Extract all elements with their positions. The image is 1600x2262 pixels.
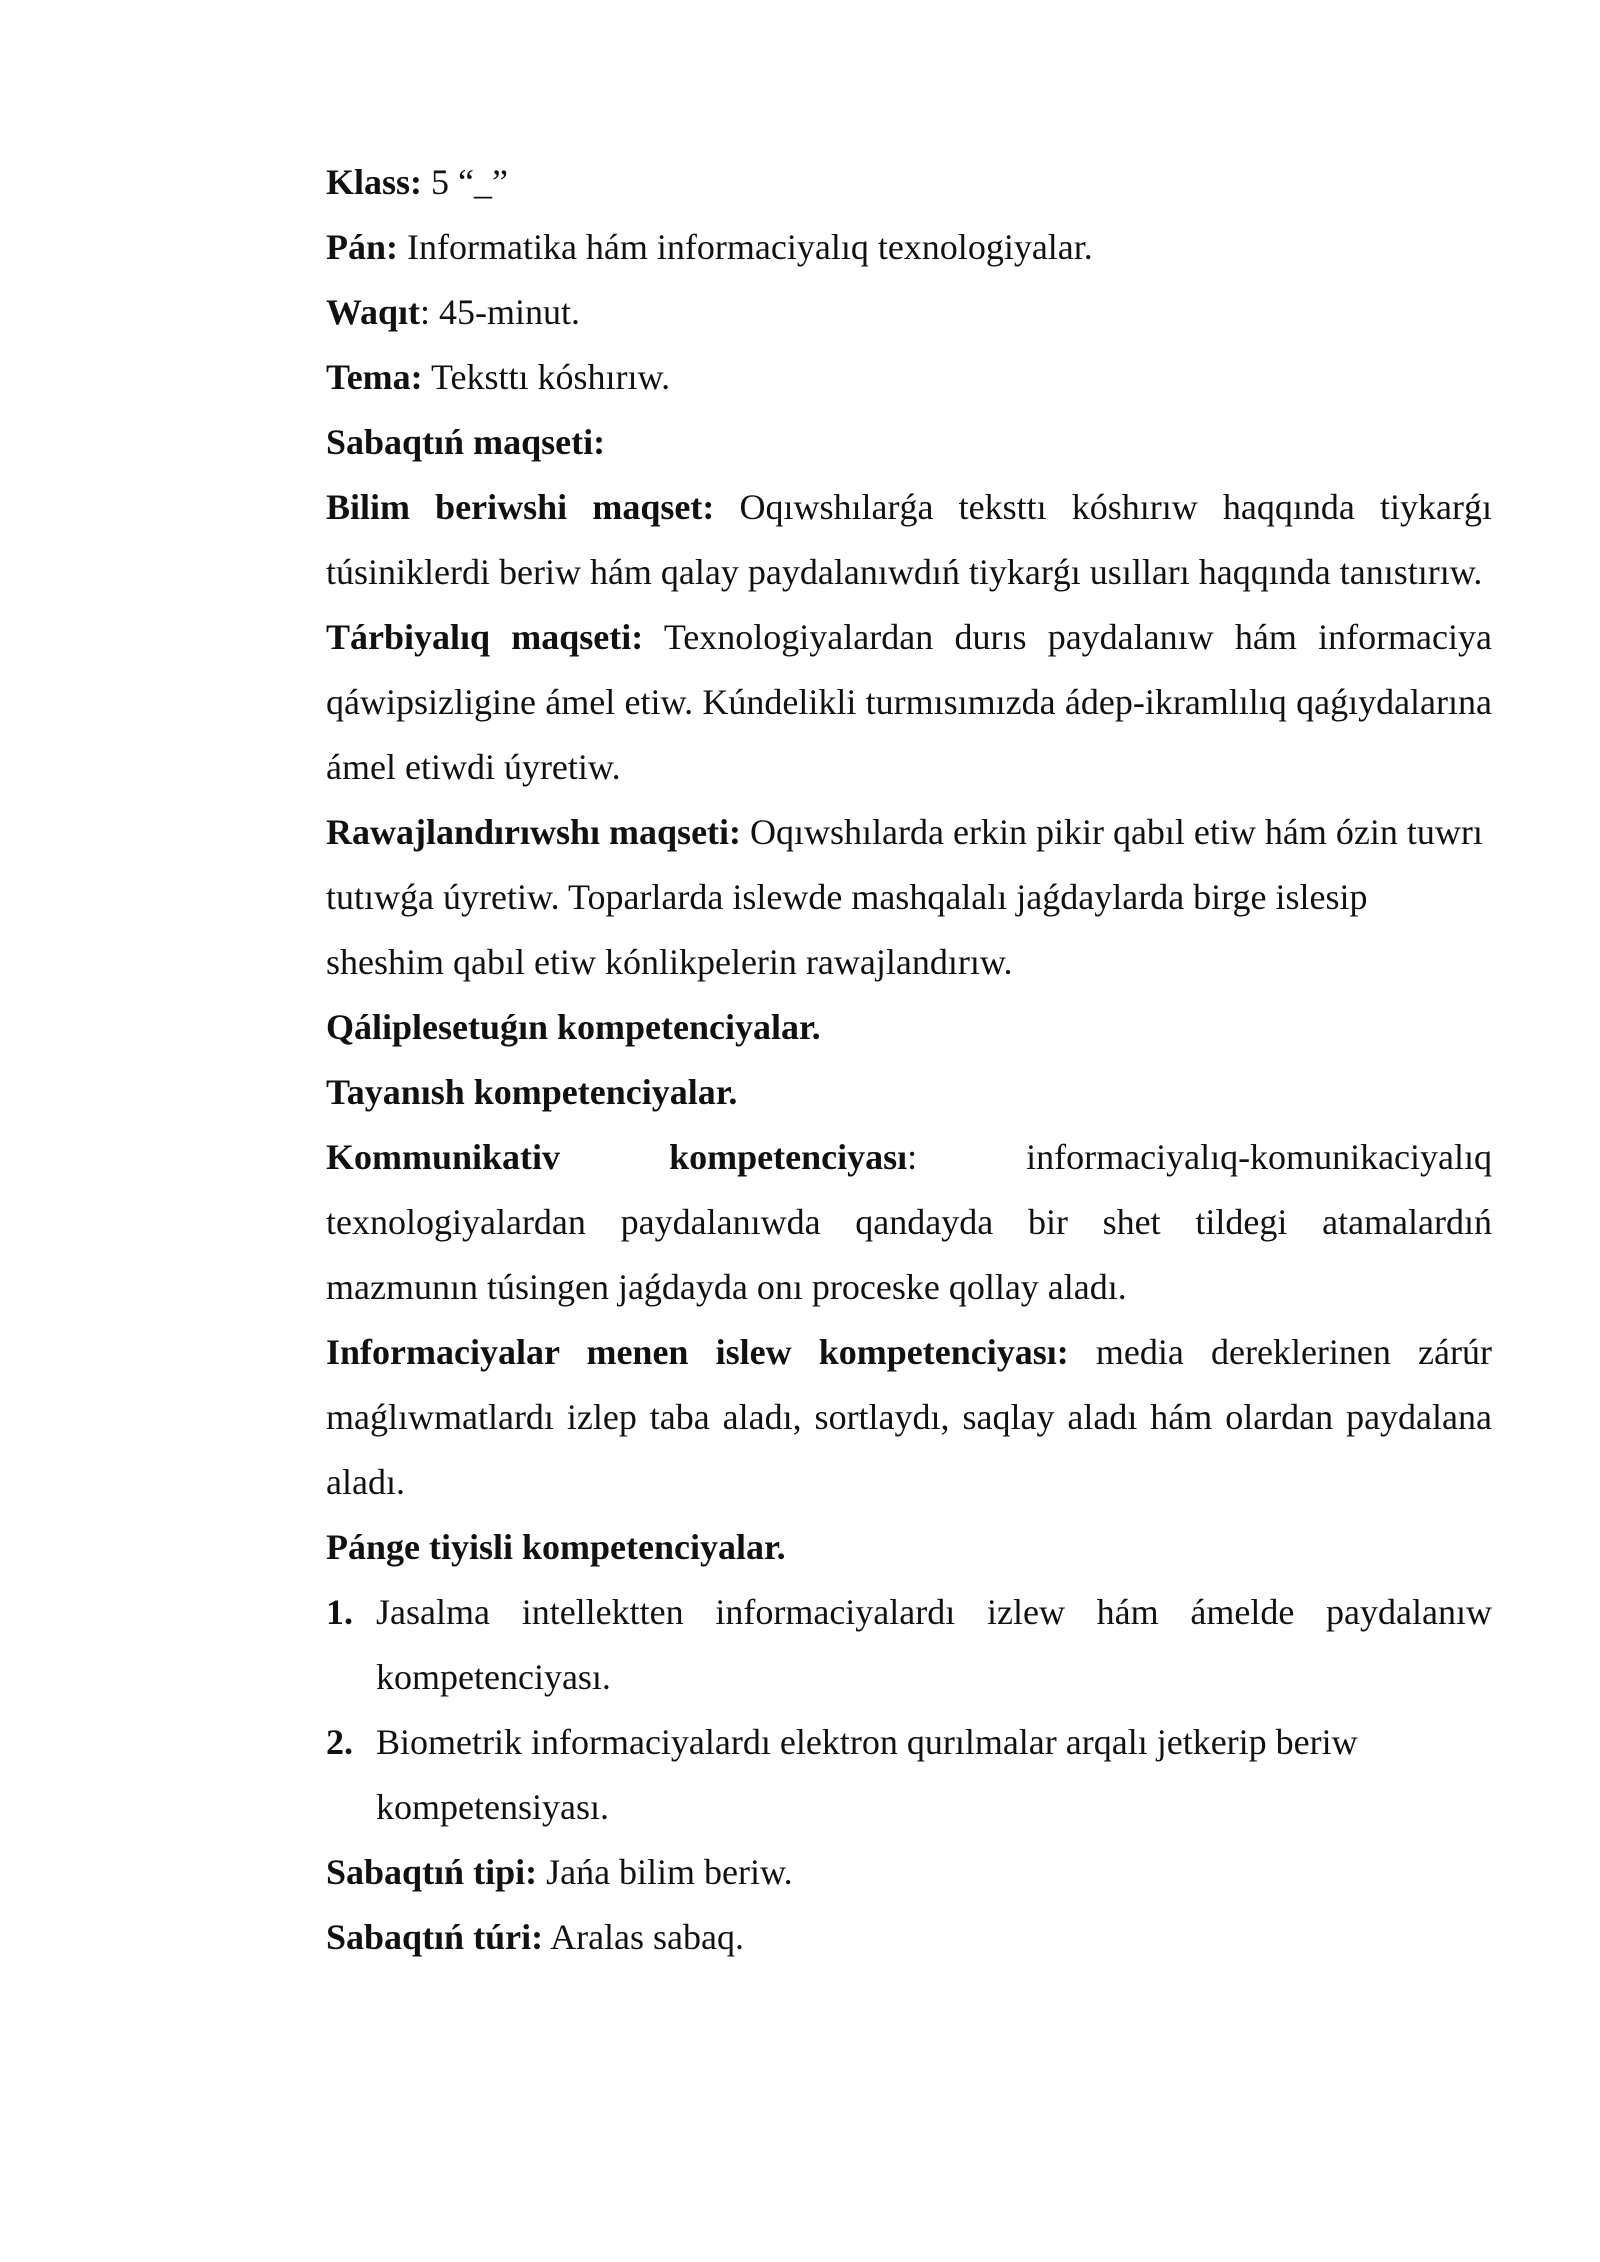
- class-label: Klass:: [326, 162, 423, 202]
- lesson-plan: [230, 150, 1492, 1970]
- lesson-type-line: [230, 1840, 1492, 1905]
- goals-heading: Sabaqtıń maqseti:: [326, 422, 606, 462]
- subject-line: [230, 215, 1492, 280]
- topic-line: [230, 345, 1492, 410]
- class-line: [230, 150, 1492, 215]
- lesson-kind-line: [230, 1905, 1492, 1970]
- goal-upbringing-label: Tárbiyalıq maqseti:: [326, 617, 644, 657]
- subject-label: Pán:: [326, 227, 398, 267]
- goal-educational-text: Oqıwshılarǵa teksttı kóshırıw haqqında tiykarǵı túsiniklerdi beriw hám qalay paydalanıwdıń tiykarǵı usılları haqqında tanıstırıw.: [326, 487, 1492, 592]
- time-line: [230, 280, 1492, 345]
- class-value: 5 “_”: [422, 162, 508, 202]
- goal-educational-label: Bilim beriwshi maqset:: [326, 487, 715, 527]
- list-item-number: 2.: [326, 1722, 353, 1762]
- list-item-text: Biometrik informaciyalardı elektron qurılmalar arqalı jetkerip beriw kompetensiyası.: [376, 1722, 1358, 1827]
- lesson-type-value: Jańa bilim beriw.: [537, 1852, 793, 1892]
- subject-competencies-heading: Pánge tiyisli kompetenciyalar.: [326, 1527, 786, 1567]
- time-label: Waqıt: [326, 292, 421, 332]
- competencies-heading: Qáliplesetuǵın kompetenciyalar.: [326, 1007, 821, 1047]
- goal-upbringing: [230, 605, 1492, 800]
- lesson-type-label: Sabaqtıń tipi:: [326, 1852, 538, 1892]
- competency-list: [230, 1580, 1492, 1840]
- communicative-competency: [230, 1125, 1492, 1320]
- time-value: : 45-minut.: [420, 292, 581, 332]
- topic-value: Teksttı kóshırıw.: [422, 357, 671, 397]
- list-item: [326, 1580, 1492, 1710]
- goal-educational: [230, 475, 1492, 605]
- list-item: [326, 1710, 1492, 1840]
- subject-value: Informatika hám informaciyalıq texnologiyalar.: [398, 227, 1093, 267]
- goal-developmental-label: Rawajlandırıwshı maqseti:: [326, 812, 742, 852]
- goal-developmental: [230, 800, 1492, 995]
- lesson-kind-label: Sabaqtıń túri:: [326, 1917, 544, 1957]
- goal-upbringing-text: Texnologiyalardan durıs paydalanıw hám informaciya qáwipsizligine ámel etiw. Kúndelikli turmısımızda ádep-ikramlılıq qaǵıydalarına ámel etiwdi úyretiw.: [326, 617, 1492, 787]
- communicative-text: : informaciyalıq-komunikaciyalıq texnologiyalardan paydalanıwda qandayda bir shet tildegi atamalardıń mazmunın túsingen jaǵdayda onı proceske qollay aladı.: [326, 1137, 1493, 1307]
- list-item-number: 1.: [326, 1592, 353, 1632]
- information-competency: [230, 1320, 1492, 1515]
- goal-developmental-text: Oqıwshılarda erkin pikir qabıl etiw hám ózin tuwrı tutıwǵa úyretiw. Toparlarda islewde mashqalalı jaǵdaylarda birge islesip sheshim qabıl etiw kónlikpelerin rawajlandırıw.: [326, 812, 1483, 982]
- list-item-text: Jasalma intellektten informaciyalardı izlew hám ámelde paydalanıw kompetenciyası.: [376, 1592, 1492, 1697]
- core-competencies-heading: Tayanısh kompetenciyalar.: [326, 1072, 738, 1112]
- communicative-label: Kommunikativ kompetenciyası: [326, 1137, 908, 1177]
- topic-label: Tema:: [326, 357, 423, 397]
- information-label: Informaciyalar menen islew kompetenciyası:: [326, 1332, 1069, 1372]
- information-text: media dereklerinen zárúr maǵlıwmatlardı izlep taba aladı, sortlaydı, saqlay aladı hám olardan paydalana aladı.: [326, 1332, 1492, 1502]
- lesson-kind-value: Aralas sabaq.: [543, 1917, 744, 1957]
